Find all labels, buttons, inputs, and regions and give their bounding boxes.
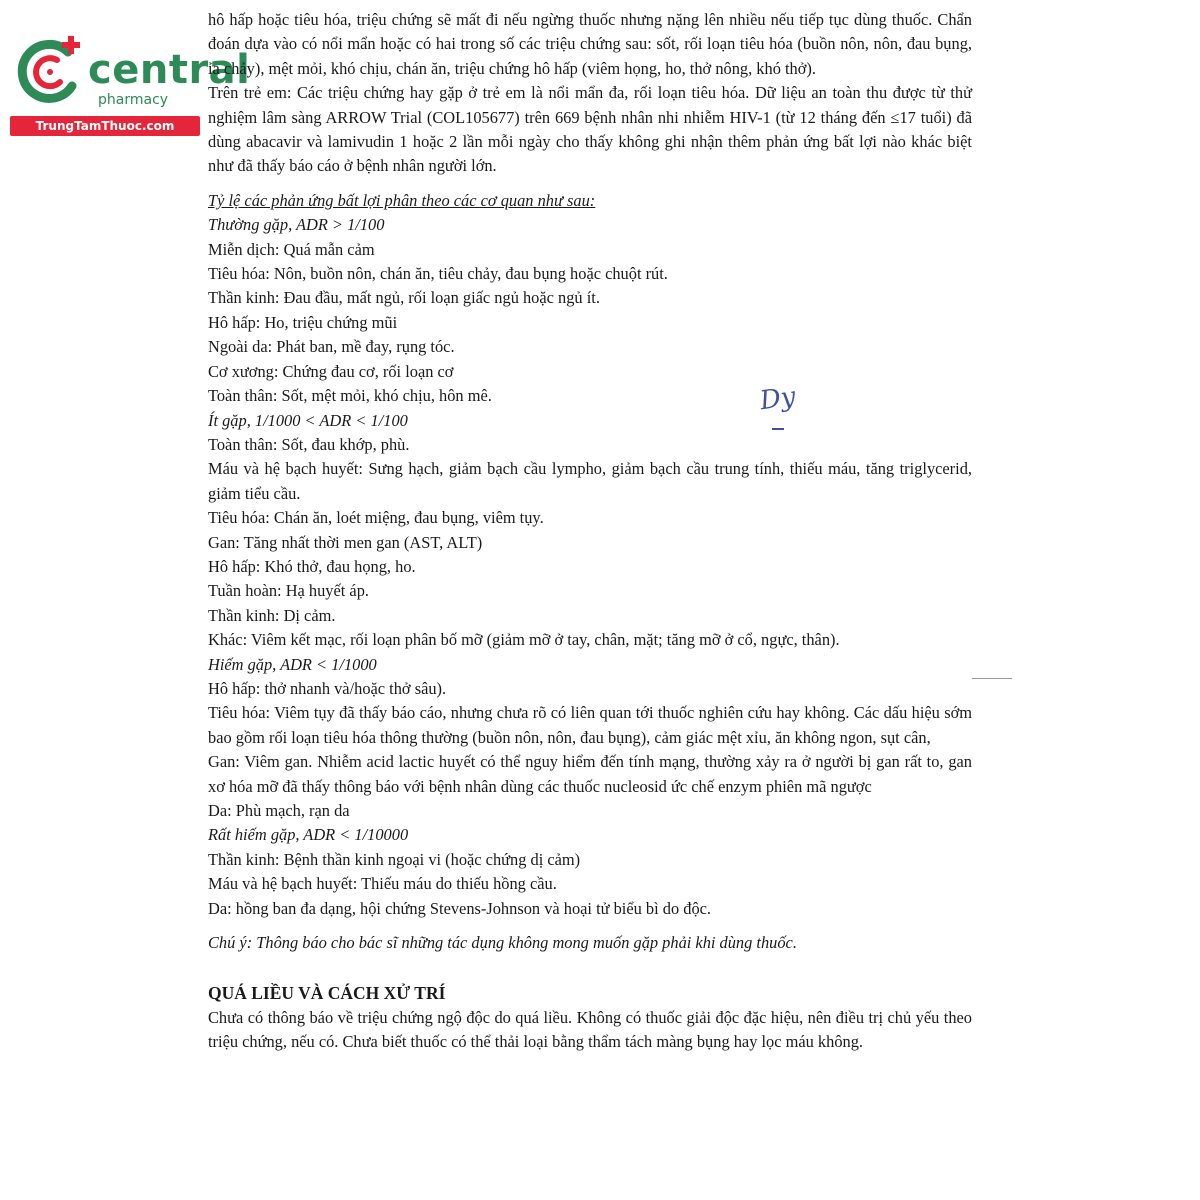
pharmacy-logo <box>10 34 251 144</box>
common-item: Thần kinh: Đau đầu, mất ngủ, rối loạn giấc ngủ hoặc ngủ ít. <box>208 288 600 308</box>
handwritten-signature: Dy <box>758 381 798 417</box>
uncommon-item: Toàn thân: Sốt, đau khớp, phù. <box>208 434 410 454</box>
common-item: Ngoài da: Phát ban, mề đay, rụng tóc. <box>208 337 455 357</box>
rare-item: Hô hấp: thở nhanh và/hoặc thở sâu). <box>208 678 447 698</box>
margin-line <box>972 678 1012 679</box>
uncommon-item: Gan: Tăng nhất thời men gan (AST, ALT) <box>208 532 483 552</box>
very-rare-item: Thần kinh: Bệnh thần kinh ngoại vi (hoặc chứng dị cảm) <box>208 849 581 869</box>
common-item: Cơ xương: Chứng đau cơ, rối loạn cơ <box>208 361 454 381</box>
overdose-paragraph: Chưa có thông báo về triệu chứng ngộ độc do quá liều. Không có thuốc giải độc đặc hiệu, nên điều trị chủ yếu theo triệu chứng, nếu có. Chưa biết thuốc có thể thải loại bằng thẩm tách màng bụng hay lọc máu không. <box>208 1007 972 1052</box>
rare-heading: Hiếm gặp, ADR < 1/1000 <box>208 654 377 674</box>
uncommon-heading: Ít gặp, 1/1000 < ADR < 1/100 <box>208 410 408 430</box>
uncommon-item: Thần kinh: Dị cảm. <box>208 605 336 625</box>
common-item: Hô hấp: Ho, triệu chứng mũi <box>208 312 398 332</box>
very-rare-item: Máu và hệ bạch huyết: Thiếu máu do thiếu hồng cầu. <box>208 874 557 894</box>
adr-section-title: Tỷ lệ các phản ứng bất lợi phân theo các cơ quan như sau: <box>208 190 596 210</box>
very-rare-item: Da: hồng ban đa dạng, hội chứng Stevens-Johnson và hoại tử biểu bì do độc. <box>208 898 712 918</box>
common-item: Toàn thân: Sốt, mệt mỏi, khó chịu, hôn mê. <box>208 386 492 406</box>
rare-item: Gan: Viêm gan. Nhiễm acid lactic huyết có thể nguy hiểm đến tính mạng, thường xảy ra ở người bị gan rất to, gan xơ hóa mỡ đã thấy thông báo với bệnh nhân dùng các thuốc nucleosid ức chế enzym phiên mã ngược <box>208 752 972 796</box>
brand-subtitle: pharmacy <box>98 92 169 108</box>
uncommon-item: Khác: Viêm kết mạc, rối loạn phân bố mỡ (giảm mỡ ở tay, chân, mặt; tăng mỡ ở cổ, ngực, thân). <box>208 630 840 650</box>
brand-name: central <box>88 47 251 93</box>
common-item: Tiêu hóa: Nôn, buồn nôn, chán ăn, tiêu chảy, đau bụng hoặc chuột rút. <box>208 264 668 284</box>
children-paragraph: Trên trẻ em: Các triệu chứng hay gặp ở trẻ em là nổi mẩn đa, rối loạn tiêu hóa. Dữ liệu an toàn thu được từ thử nghiệm lâm sàng ARROW Trial (COL105677) trên 669 bệnh nhân nhi nhiễm HIV-1 (từ 12 tháng đến ≤17 tuổi) đã dùng abacavir và lamivudin 1 hoặc 2 lần mỗi ngày cho thấy không ghi nhận thêm phản ứng bất lợi nào khác biệt như đã thấy báo cáo ở bệnh nhân người lớn. <box>208 83 972 176</box>
common-heading: Thường gặp, ADR > 1/100 <box>208 215 385 235</box>
adr-note: Chú ý: Thông báo cho bác sĩ những tác dụng không mong muốn gặp phải khi dùng thuốc. <box>208 933 797 953</box>
rare-item: Tiêu hóa: Viêm tụy đã thấy báo cáo, nhưng chưa rõ có liên quan tới thuốc nghiên cứu hay không. Các dấu hiệu sớm bao gồm rối loạn tiêu hóa thông thường (buồn nôn, nôn, đau bụng), cảm giác mệt xỉu, ăn không ngon, sụt cân, <box>208 703 972 747</box>
very-rare-heading: Rất hiếm gặp, ADR < 1/10000 <box>208 825 409 845</box>
uncommon-item: Tiêu hóa: Chán ăn, loét miệng, đau bụng, viêm tụy. <box>208 508 544 528</box>
document-body <box>208 8 972 1055</box>
rare-item: Da: Phù mạch, rạn da <box>208 801 350 820</box>
intro-paragraph: hô hấp hoặc tiêu hóa, triệu chứng sẽ mất đi nếu ngừng thuốc nhưng nặng lên nhiều nếu tiếp tục dùng thuốc. Chẩn đoán dựa vào có nổi mẩn hoặc có hai trong số các triệu chứng sau: sốt, rối loạn tiêu hóa (buồn nôn, nôn, đau bụng, ỉa chảy), mệt mỏi, khó chịu, chán ăn, triệu chứng hô hấp (viêm họng, ho, thở nông, khó thở). <box>208 10 972 78</box>
uncommon-item: Hô hấp: Khó thở, đau họng, ho. <box>208 556 416 576</box>
common-item: Miễn dịch: Quá mẫn cảm <box>208 239 375 259</box>
uncommon-item: Tuần hoàn: Hạ huyết áp. <box>208 581 370 601</box>
overdose-heading: QUÁ LIỀU VÀ CÁCH XỬ TRÍ <box>208 983 446 1004</box>
uncommon-item: Máu và hệ bạch huyết: Sưng hạch, giảm bạch cầu lympho, giảm bạch cầu trung tính, thiếu máu, tăng triglycerid, giảm tiểu cầu. <box>208 459 972 503</box>
brand-website: TrungTamThuoc.com <box>10 116 200 136</box>
logo-mark-icon <box>10 34 88 112</box>
